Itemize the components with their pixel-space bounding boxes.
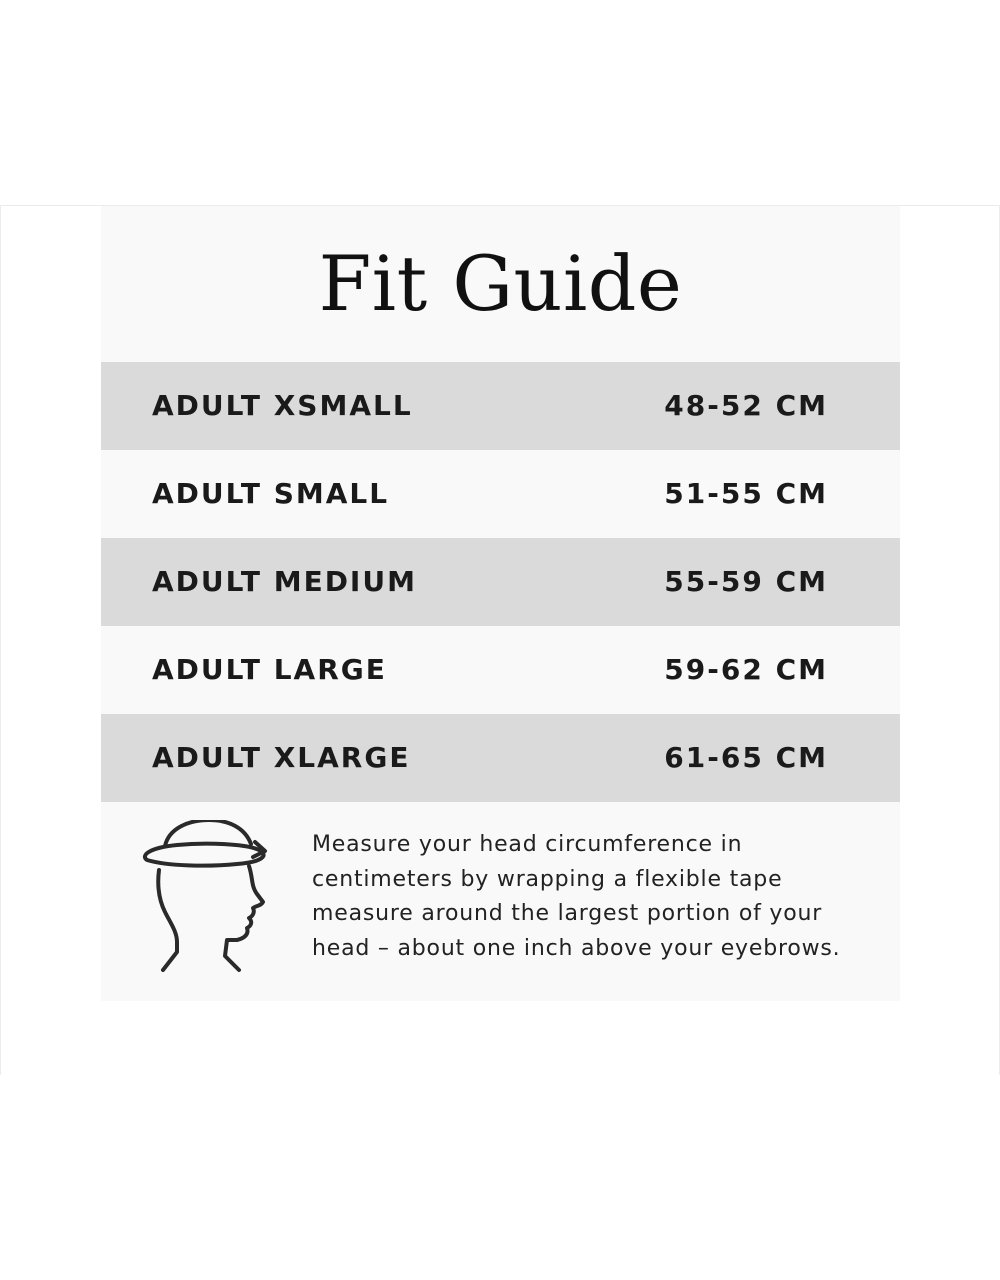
size-range: 59-62 CM	[664, 653, 828, 686]
fit-guide-card	[101, 206, 900, 1001]
size-row-large	[101, 626, 900, 714]
size-range: 55-59 CM	[664, 565, 828, 598]
size-range: 48-52 CM	[664, 389, 828, 422]
size-row-xlarge	[101, 714, 900, 802]
measure-instructions-section	[101, 802, 900, 1001]
size-range: 51-55 CM	[664, 477, 828, 510]
size-label: ADULT SMALL	[152, 477, 390, 510]
size-row-xsmall	[101, 362, 900, 450]
size-row-medium	[101, 538, 900, 626]
size-label: ADULT LARGE	[152, 653, 387, 686]
size-label: ADULT XLARGE	[152, 741, 411, 774]
measurement-instructions: Measure your head circumference in centimeters by wrapping a flexible tape measure around the largest portion of your head – about one inch above your eyebrows.	[312, 832, 841, 961]
size-range: 61-65 CM	[664, 741, 828, 774]
page-title: Fit Guide	[318, 239, 683, 328]
size-label: ADULT MEDIUM	[152, 565, 417, 598]
size-table	[101, 362, 900, 802]
head-measure-icon	[137, 820, 277, 976]
size-label: ADULT XSMALL	[152, 389, 413, 422]
size-row-small	[101, 450, 900, 538]
